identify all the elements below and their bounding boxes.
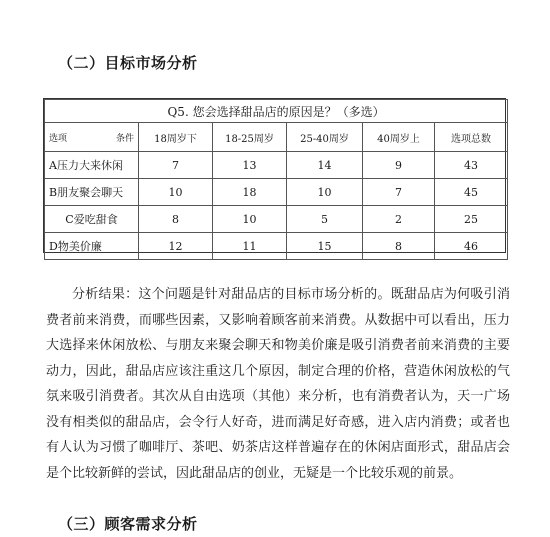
row-label: A压力大来休闲 [45,152,139,179]
survey-table [43,98,506,253]
table-cell: 15 [287,233,363,260]
column-header: 40周岁上 [363,123,435,152]
table-cell: 9 [363,152,435,179]
table-cell: 7 [363,179,435,206]
table-cell: 25 [435,206,508,233]
row-label: C爱吃甜食 [45,206,139,233]
column-header: 18周岁下 [139,123,213,152]
table-cell: 11 [213,233,287,260]
table-cell: 5 [287,206,363,233]
table-cell: 10 [213,206,287,233]
analysis-paragraph: 分析结果：这个问题是针对甜品店的目标市场分析的。既甜品店为何吸引消费者前来消费，而哪些因素，又影响着顾客前来消费。从数据中可以看出，压力大选择来休闲放松、与朋友来聚会聊天和物美价廉是吸引消费者前来消费的主要动力，因此，甜品店应该注重这几个原因，制定合理的价格，营造休闲放松的气氛来吸引消费者。其次从自由选项（其他）来分析，也有消费者认为，天一广场没有相类似的甜品店，会令行人好奇，进而满足好奇感，进入店内消费；或者也有人认为习惯了咖啡厅、茶吧、奶茶店这样普遍存在的休闲店面形式，甜品店会是个比较新鲜的尝试，因此甜品店的创业，无疑是一个比较乐观的前景。 [46,287,510,481]
table-cell: 7 [139,152,213,179]
table-cell: 46 [435,233,508,260]
table-header-row [45,123,508,152]
table-cell: 8 [363,233,435,260]
table-row [45,152,508,179]
table-cell: 2 [363,206,435,233]
table-cell: 18 [213,179,287,206]
table-row [45,233,508,260]
section-heading-target-market: （二）目标市场分析 [58,54,198,72]
row-label: B朋友聚会聊天 [45,179,139,206]
column-header: 25-40周岁 [287,123,363,152]
corner-label-options: 选项 [49,134,68,144]
table-cell: 8 [139,206,213,233]
row-label: D物美价廉 [45,233,139,260]
table-cell: 10 [139,179,213,206]
table-row [45,206,508,233]
section-heading-customer-needs: （三）顾客需求分析 [58,515,198,533]
table-cell: 45 [435,179,508,206]
table-cell: 13 [213,152,287,179]
table-title: Q5. 您会选择甜品店的原因是？（多选） [45,100,508,123]
table-row [45,179,508,206]
column-header: 18-25周岁 [213,123,287,152]
table-cell: 10 [287,179,363,206]
table-cell: 43 [435,152,508,179]
table-corner-cell [45,123,139,152]
column-header: 选项总数 [435,123,508,152]
table-cell: 14 [287,152,363,179]
corner-label-condition: 条件 [115,134,134,144]
table-cell: 12 [139,233,213,260]
